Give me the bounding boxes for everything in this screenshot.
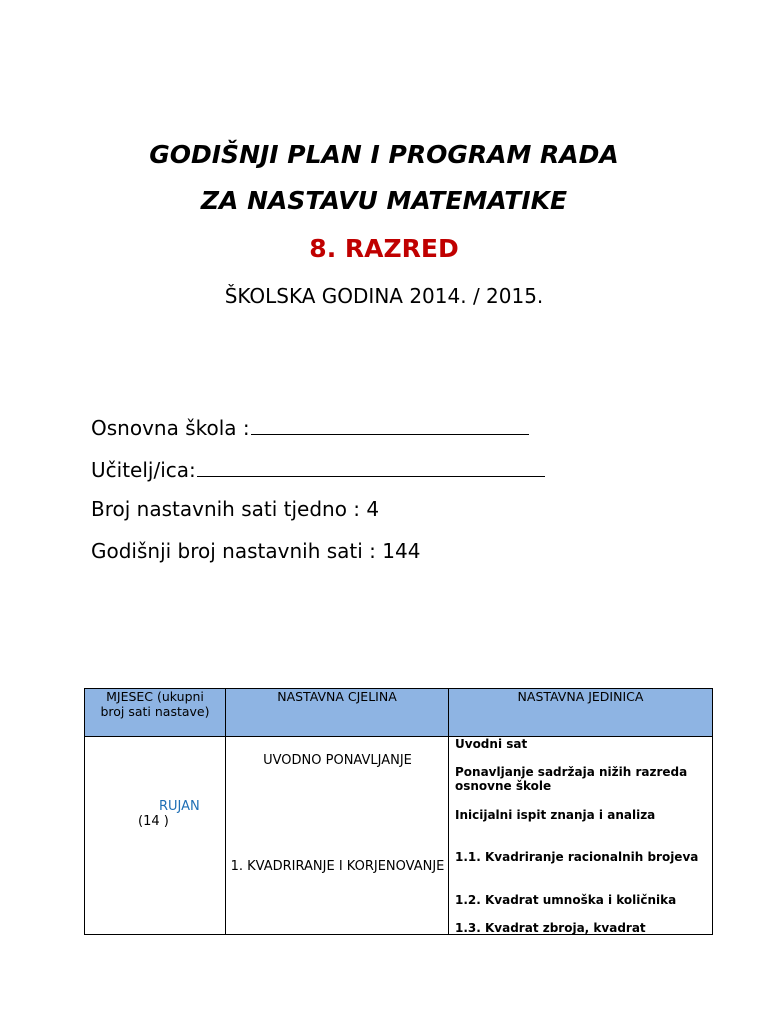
unit-cell xyxy=(226,737,449,935)
table-header-row xyxy=(85,689,713,737)
month-hours: (14 ) xyxy=(138,814,169,829)
lesson-cell xyxy=(449,737,713,935)
plan-table xyxy=(84,688,713,935)
school-field xyxy=(91,414,529,440)
header-month-label: MJESEC (ukupni broj sati nastave) xyxy=(100,689,210,719)
header-unit xyxy=(226,689,449,737)
header-month xyxy=(85,689,226,737)
school-year: ŠKOLSKA GODINA 2014. / 2015. xyxy=(224,284,544,308)
list-item: Uvodni sat xyxy=(455,737,528,751)
school-blank-line xyxy=(251,414,529,435)
header-lesson-label: NASTAVNA JEDINICA xyxy=(517,689,644,704)
unit-review: UVODNO PONAVLJANJE xyxy=(263,753,412,768)
grade-heading: 8. RAZRED xyxy=(309,234,459,263)
list-item: Ponavljanje sadržaja nižih razreda osnovne škole xyxy=(455,765,688,793)
title-line-1: GODIŠNJI PLAN I PROGRAM RADA xyxy=(149,140,619,169)
month-name: RUJAN xyxy=(159,799,200,814)
weekly-hours: Broj nastavnih sati tjedno : 4 xyxy=(91,497,380,521)
teacher-label: Učitelj/ica: xyxy=(91,458,196,482)
school-label: Osnovna škola : xyxy=(91,416,250,440)
unit-squaring: 1. KVADRIRANJE I KORJENOVANJE xyxy=(230,859,445,874)
header-unit-label: NASTAVNA CJELINA xyxy=(277,689,397,704)
list-item: 1.2. Kvadrat umnoška i količnika xyxy=(455,893,677,907)
title-line-2: ZA NASTAVU MATEMATIKE xyxy=(200,186,568,215)
list-item: Inicijalni ispit znanja i analiza xyxy=(455,808,656,822)
list-item: 1.1. Kvadriranje racionalnih brojeva xyxy=(455,850,699,864)
teacher-blank-line xyxy=(197,456,545,477)
annual-hours: Godišnji broj nastavnih sati : 144 xyxy=(91,539,421,563)
table-row xyxy=(85,737,713,935)
header-lesson xyxy=(449,689,713,737)
teacher-field xyxy=(91,456,545,482)
month-cell xyxy=(85,737,226,935)
list-item: 1.3. Kvadrat zbroja, kvadrat xyxy=(455,921,646,934)
